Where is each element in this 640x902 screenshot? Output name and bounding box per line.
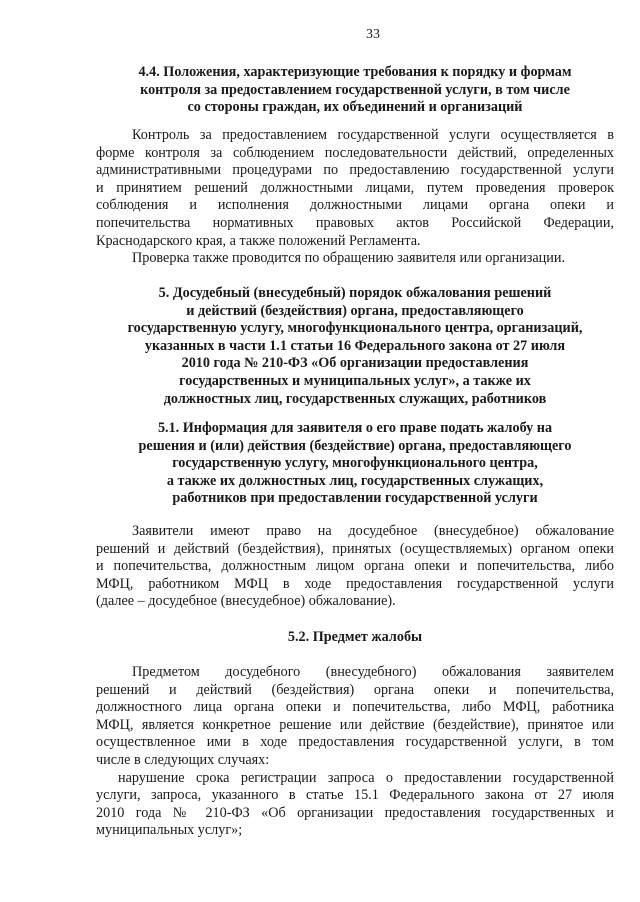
section-5-2-paragraph — [96, 664, 614, 840]
heading-line: государственную услугу, многофункционального центра, организаций, — [127, 320, 583, 337]
heading-line: 2010 года № 210-ФЗ «Об организации предоставления — [181, 355, 529, 372]
paragraph-line: соблюдения и исполнения должностными лицами органа опеки и — [96, 197, 614, 214]
paragraph-line: Заявители имеют право на досудебное (внесудебное) обжалование — [132, 523, 614, 539]
page-number: 33 — [366, 27, 380, 42]
heading-line: решения и (или) действия (бездействие) органа, предоставляющего — [138, 437, 572, 454]
heading-line: государственную услугу, многофункционального центра, — [172, 455, 538, 472]
list-item-line: 2010 года № 210-ФЗ «Об организации предоставления государственных и — [96, 804, 614, 821]
section-5-2-heading — [96, 629, 614, 647]
heading-line: государственных и муниципальных услуг», а также их — [179, 372, 531, 389]
list-item-line: муниципальных услуг»; — [96, 822, 243, 839]
paragraph-line: решений и действий (бездействия) органа опеки и попечительства, — [96, 681, 614, 698]
paragraph-line: должностного лица органа опеки и попечительства, либо МФЦ, работника — [96, 699, 614, 716]
list-item-line: услуги, запроса, указанного в статье 15.1 Федерального закона от 27 июля — [96, 787, 614, 804]
heading-line: со стороны граждан, их объединений и организаций — [187, 99, 523, 116]
heading-line: а также их должностных лиц, государственных служащих, — [166, 472, 544, 489]
paragraph-line: МФЦ, является конкретное решение или действие (бездействие), принятое или — [96, 716, 614, 733]
paragraph-line: форме контроля за соблюдением последовательности действий, определенных — [96, 144, 614, 161]
heading-line: должностных лиц, государственных служащих, работников — [163, 390, 547, 407]
section-4-4-paragraph — [96, 127, 614, 268]
paragraph-line: МФЦ, работником МФЦ в ходе предоставления государственной услуги — [96, 575, 614, 592]
list-item-line: нарушение срока регистрации запроса о предоставлении государственной — [118, 769, 614, 786]
section-4-4-heading — [96, 64, 614, 117]
paragraph-line: решений и действий (бездействия), принятых (осуществляемых) органом опеки — [96, 540, 614, 557]
paragraph-line: попечительства нормативных правовых актов Российской Федерации, — [96, 214, 614, 231]
section-5-1-heading — [96, 420, 614, 508]
heading-line: указанных в части 1.1 статьи 16 Федерального закона от 27 июля — [144, 337, 566, 354]
paragraph-line: осуществленное ими в ходе предоставления государственной услуги, в том — [96, 734, 614, 751]
paragraph-line: Предметом досудебного (внесудебного) обжалования заявителем — [132, 664, 614, 680]
section-5-1-paragraph — [96, 523, 614, 611]
heading-line: 4.4. Положения, характеризующие требования к порядку и формам — [138, 64, 572, 80]
paragraph-line: административными процедурами по предоставлению государственной услуги — [96, 162, 614, 179]
paragraph-line: Проверка также проводится по обращению заявителя или организации. — [132, 250, 565, 267]
heading-line: 5. Досудебный (внесудебный) порядок обжалования решений — [158, 285, 552, 301]
paragraph-line: числе в следующих случаях: — [96, 751, 270, 768]
heading-line: и действий (бездействия) органа, предоставляющего — [186, 302, 524, 319]
paragraph-line: Краснодарского края, а также положений Регламента. — [96, 232, 421, 249]
section-5-heading — [96, 285, 614, 408]
paragraph-line: Контроль за предоставлением государственной услуги осуществляется в — [132, 127, 614, 143]
paragraph-line: и попечительства, должностным лицом органа опеки и попечительства, либо — [96, 558, 614, 575]
heading-line: контроля за предоставлением государственной услуги, в том числе — [140, 81, 570, 98]
heading-line: работников при предоставлении государственной услуги — [172, 490, 538, 507]
heading-line: 5.2. Предмет жалобы — [287, 629, 423, 645]
heading-line: 5.1. Информация для заявителя о его праве подать жалобу на — [157, 420, 553, 436]
paragraph-line: и принятием решений должностными лицами, путем проведения проверок — [96, 179, 614, 196]
paragraph-line: (далее – досудебное (внесудебное) обжалование). — [96, 593, 396, 610]
